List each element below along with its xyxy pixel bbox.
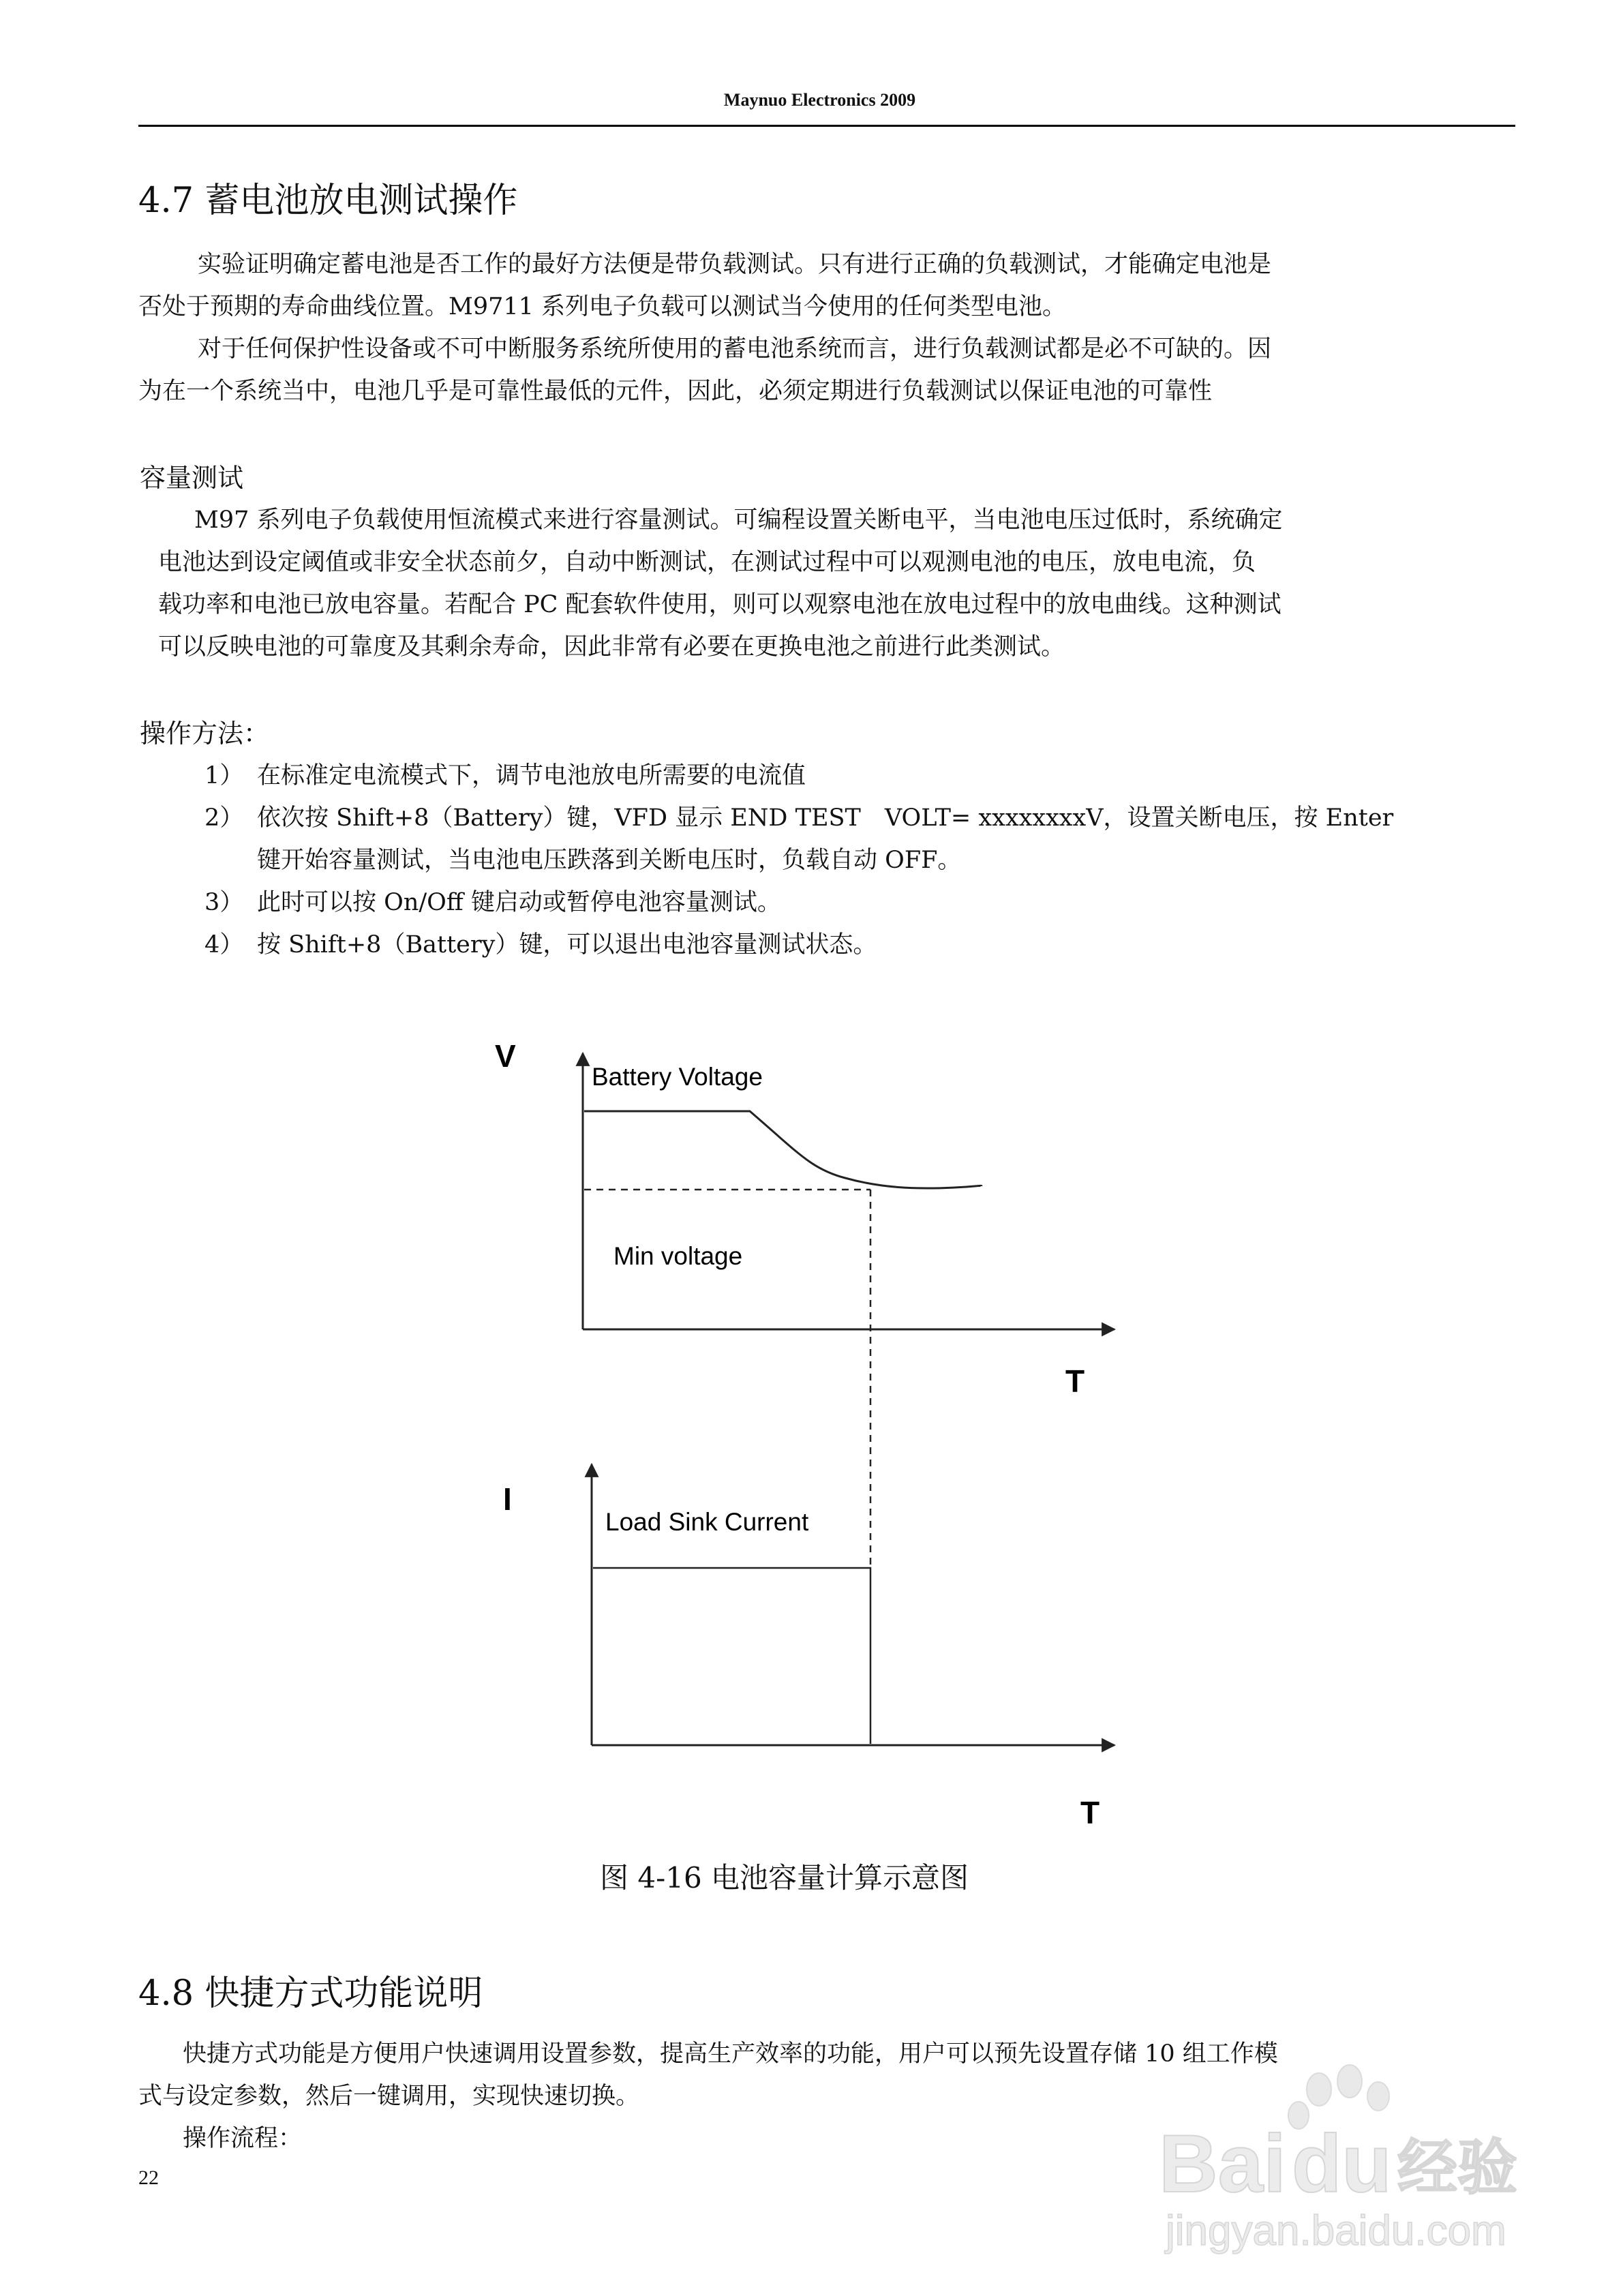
i-axis-label: I — [503, 1481, 512, 1517]
shortcut-line-1: 快捷方式功能是方便用户快速调用设置参数，提高生产效率的功能，用户可以预先设置存储 10 组工作模 — [183, 2040, 1278, 2068]
watermark-brand-2: du — [1292, 2118, 1392, 2209]
intro-line-2: 否处于预期的寿命曲线位置。M9711 系列电子负载可以测试当今使用的任何类型电池。 — [138, 293, 1067, 320]
paw-toe-1 — [1307, 2073, 1331, 2106]
shortcut-line-2: 式与设定参数，然后一键调用，实现快速切换。 — [138, 2083, 640, 2110]
t-axis-label-bottom: T — [1080, 1795, 1100, 1830]
min-voltage-label: Min voltage — [613, 1242, 743, 1270]
intro-line-3: 对于任何保护性设备或不可中断服务系统所使用的蓄电池系统而言，进行负载测试都是必不可缺的。因 — [198, 335, 1272, 363]
step-3-number: 3） — [204, 889, 244, 916]
capacity-line-2: 电池达到设定阈值或非安全状态前夕，自动中断测试，在测试过程中可以观测电池的电压，放电电流，负 — [158, 549, 1256, 576]
capacity-line-4: 可以反映电池的可靠度及其剩余寿命，因此非常有必要在更换电池之前进行此类测试。 — [158, 633, 1065, 661]
step-2-number: 2） — [204, 804, 244, 832]
page-number: 22 — [138, 2166, 159, 2189]
v-axis-label: V — [495, 1038, 516, 1074]
watermark-brand: Bai — [1159, 2118, 1286, 2209]
section-4-8-heading: 4.8 快捷方式功能说明 — [138, 1974, 483, 2014]
figure-caption: 图 4-16 电池容量计算示意图 — [600, 1861, 969, 1894]
intro-line-1: 实验证明确定蓄电池是否工作的最好方法便是带负载测试。只有进行正确的负载测试，才能确定电池是 — [198, 251, 1272, 278]
load-sink-current-step — [593, 1568, 870, 1744]
step-3-text: 此时可以按 On/Off 键启动或暂停电池容量测试。 — [257, 889, 781, 916]
battery-voltage-label: Battery Voltage — [592, 1063, 763, 1091]
battery-voltage-curve — [584, 1111, 982, 1188]
watermark-suffix: 经验 — [1397, 2134, 1518, 2201]
baidu-watermark-logo — [1145, 2055, 1527, 2260]
capacity-test-heading: 容量测试 — [140, 463, 244, 493]
step-4-text: 按 Shift+8（Battery）键，可以退出电池容量测试状态。 — [257, 931, 877, 958]
t-axis-label-top: T — [1065, 1363, 1085, 1399]
step-4-number: 4） — [204, 931, 244, 958]
step-1-text: 在标准定电流模式下，调节电池放电所需要的电流值 — [257, 762, 806, 789]
section-4-7-heading: 4.7 蓄电池放电测试操作 — [138, 181, 518, 221]
load-sink-current-label: Load Sink Current — [605, 1508, 809, 1536]
capacity-line-3: 载功率和电池已放电容量。若配合 PC 配套软件使用，则可以观察电池在放电过程中的放电曲线。这种测试 — [158, 591, 1281, 618]
watermark-url: jingyan.baidu.com — [1166, 2207, 1506, 2254]
paw-toe-2 — [1337, 2065, 1362, 2098]
page-header-title: Maynuo Electronics 2009 — [723, 90, 916, 110]
step-1-number: 1） — [204, 762, 244, 789]
step-2-text-line-2: 键开始容量测试，当电池电压跌落到关断电压时，负载自动 OFF。 — [257, 847, 962, 874]
step-2-text-line-1: 依次按 Shift+8（Battery）键，VFD 显示 END TEST VOLT= xxxxxxxxV，设置关断电压，按 Enter — [257, 804, 1394, 832]
baidu-jingyan-watermark — [1145, 2055, 1527, 2260]
paw-toe-3 — [1367, 2082, 1389, 2111]
intro-line-4: 为在一个系统当中，电池几乎是可靠性最低的元件，因此，必须定期进行负载测试以保证电池的可靠性 — [138, 378, 1213, 405]
capacity-line-1: M97 系列电子负载使用恒流模式来进行容量测试。可编程设置关断电平，当电池电压过低时，系统确定 — [194, 507, 1283, 534]
shortcut-line-3: 操作流程： — [183, 2125, 303, 2152]
method-heading: 操作方法： — [140, 719, 270, 749]
